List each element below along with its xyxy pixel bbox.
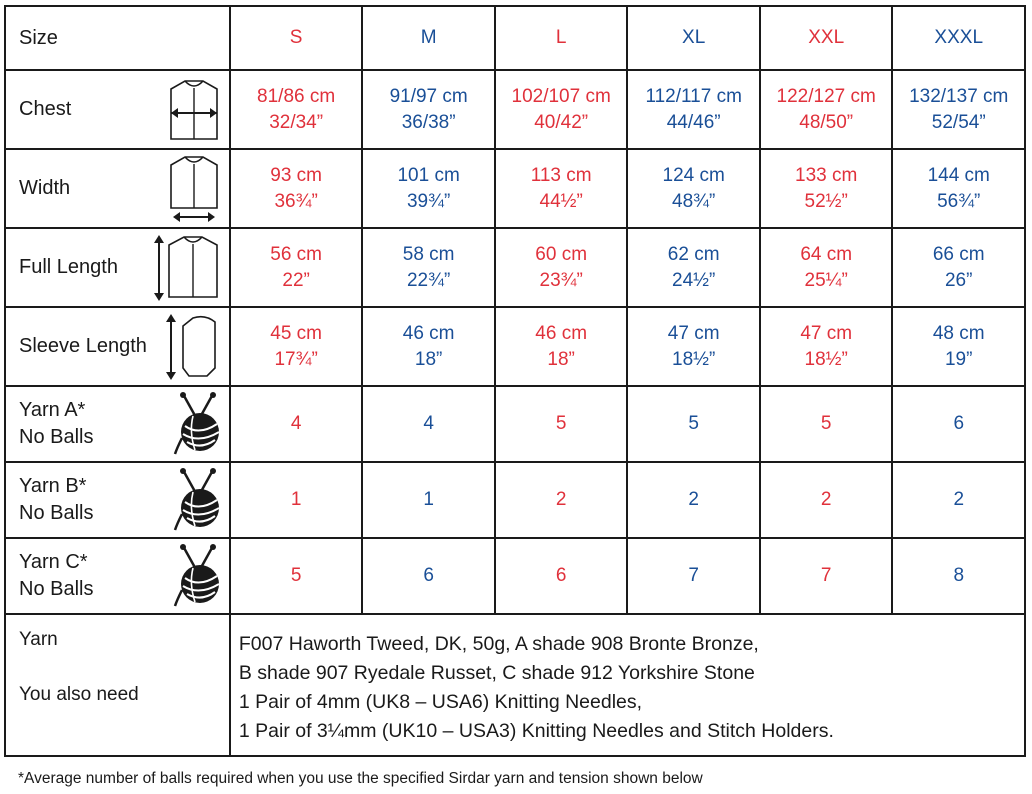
- width-row: [5, 149, 1025, 228]
- materials-detail-cell: [230, 614, 1025, 756]
- yarn-a-m: 4: [362, 386, 495, 462]
- garment-width-icon: [165, 154, 223, 224]
- yarn-ball-icon: [173, 468, 223, 532]
- yarn-c-l: 6: [495, 538, 628, 614]
- yarn-c-xxl: 7: [760, 538, 893, 614]
- width-m: 101 cm 39¾”: [362, 149, 495, 228]
- yarn-c-m: 6: [362, 538, 495, 614]
- also-need-label: You also need: [19, 684, 139, 705]
- materials-row: [5, 614, 1025, 756]
- size-m: M: [362, 6, 495, 70]
- yarn-b-l: 2: [495, 462, 628, 538]
- need-detail-line-1: 1 Pair of 4mm (UK8 – USA6) Knitting Needles,: [238, 691, 643, 713]
- sleeve-length-label-cell: [5, 307, 230, 386]
- full-length-xxl: 64 cm 25¼”: [760, 228, 893, 307]
- full-length-s: 56 cm 22”: [230, 228, 363, 307]
- full-length-l: 60 cm 23¾”: [495, 228, 628, 307]
- chest-xxl: 122/127 cm 48/50”: [760, 70, 893, 149]
- chest-xl: 112/117 cm 44/46”: [627, 70, 760, 149]
- yarn-a-l: 5: [495, 386, 628, 462]
- yarn-a-xl: 5: [627, 386, 760, 462]
- full-length-xxxl: 66 cm 26”: [892, 228, 1025, 307]
- yarn-ball-icon: [173, 392, 223, 456]
- chest-label-cell: [5, 70, 230, 149]
- full-length-label: Full Length: [19, 256, 118, 278]
- sleeve-length-xxl: 47 cm 18½”: [760, 307, 893, 386]
- sleeve-length-l: 46 cm 18”: [495, 307, 628, 386]
- yarn-c-row: [5, 538, 1025, 614]
- size-xxxl: XXXL: [892, 6, 1025, 70]
- width-xxxl: 144 cm 56¾”: [892, 149, 1025, 228]
- header-row: [5, 6, 1025, 70]
- chest-l: 102/107 cm 40/42”: [495, 70, 628, 149]
- sleeve-length-row: [5, 307, 1025, 386]
- width-label: Width: [19, 177, 71, 199]
- chest-row: [5, 70, 1025, 149]
- sleeve-length-xxxl: 48 cm 19”: [892, 307, 1025, 386]
- yarn-label: Yarn: [19, 629, 58, 650]
- yarn-a-xxl: 5: [760, 386, 893, 462]
- width-label-cell: [5, 149, 230, 228]
- need-detail-line-2: 1 Pair of 3¼mm (UK10 – USA3) Knitting Needles and Stitch Holders.: [238, 720, 834, 742]
- yarn-b-s: 1: [230, 462, 363, 538]
- size-xxl: XXL: [760, 6, 893, 70]
- yarn-b-m: 1: [362, 462, 495, 538]
- yarn-b-label-cell: [5, 462, 230, 538]
- size-xl: XL: [627, 6, 760, 70]
- footnote: *Average number of balls required when you use the specified Sirdar yarn and tension shown below: [18, 770, 703, 787]
- size-header-cell: [5, 6, 230, 70]
- size-chart: [4, 5, 1026, 757]
- garment-length-icon: [151, 233, 223, 303]
- chest-xxxl: 132/137 cm 52/54”: [892, 70, 1025, 149]
- yarn-c-s: 5: [230, 538, 363, 614]
- yarn-b-xxl: 2: [760, 462, 893, 538]
- yarn-a-row: [5, 386, 1025, 462]
- sleeve-length-s: 45 cm 17¾”: [230, 307, 363, 386]
- yarn-ball-icon: [173, 544, 223, 608]
- chest-s: 81/86 cm 32/34”: [230, 70, 363, 149]
- yarn-a-label: Yarn A* No Balls: [19, 399, 94, 448]
- yarn-a-xxxl: 6: [892, 386, 1025, 462]
- full-length-xl: 62 cm 24½”: [627, 228, 760, 307]
- size-table: [4, 5, 1026, 757]
- width-xl: 124 cm 48¾”: [627, 149, 760, 228]
- materials-label-cell: [5, 614, 230, 756]
- size-l: L: [495, 6, 628, 70]
- full-length-m: 58 cm 22¾”: [362, 228, 495, 307]
- width-l: 113 cm 44½”: [495, 149, 628, 228]
- sleeve-length-icon: [163, 312, 223, 382]
- yarn-a-s: 4: [230, 386, 363, 462]
- full-length-row: [5, 228, 1025, 307]
- width-s: 93 cm 36¾”: [230, 149, 363, 228]
- yarn-b-row: [5, 462, 1025, 538]
- yarn-c-label-cell: [5, 538, 230, 614]
- yarn-detail-line-1: F007 Haworth Tweed, DK, 50g, A shade 908 Bronte Bronze,: [238, 633, 759, 655]
- sleeve-length-xl: 47 cm 18½”: [627, 307, 760, 386]
- yarn-a-label-cell: [5, 386, 230, 462]
- garment-chest-icon: [165, 77, 223, 143]
- sleeve-length-m: 46 cm 18”: [362, 307, 495, 386]
- width-xxl: 133 cm 52½”: [760, 149, 893, 228]
- yarn-b-xl: 2: [627, 462, 760, 538]
- yarn-b-label: Yarn B* No Balls: [19, 475, 94, 524]
- yarn-c-xxxl: 8: [892, 538, 1025, 614]
- chest-label: Chest: [19, 98, 72, 120]
- yarn-detail-line-2: B shade 907 Ryedale Russet, C shade 912 Yorkshire Stone: [238, 662, 755, 684]
- yarn-c-xl: 7: [627, 538, 760, 614]
- yarn-c-label: Yarn C* No Balls: [19, 551, 94, 600]
- full-length-label-cell: [5, 228, 230, 307]
- size-header-label: Size: [19, 26, 58, 49]
- sleeve-length-label: Sleeve Length: [19, 335, 147, 357]
- yarn-b-xxxl: 2: [892, 462, 1025, 538]
- chest-m: 91/97 cm 36/38”: [362, 70, 495, 149]
- size-s: S: [230, 6, 363, 70]
